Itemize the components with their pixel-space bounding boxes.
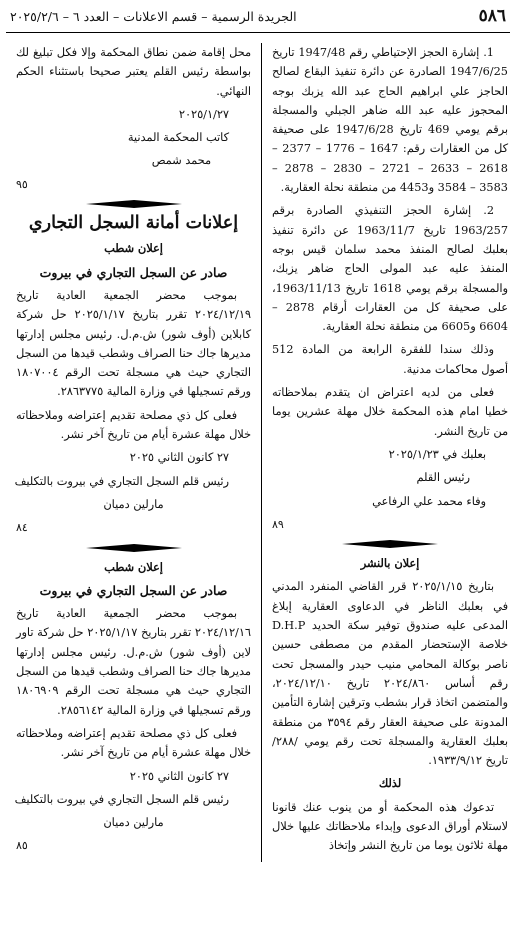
notice-paragraph: بتاريخ ٢٠٢٥/١/١٥ قرر القاضي المنفرد المدني في بعلبك الناظر في الدعاوى العقارية إبلاغ المدعى عليه صندوق توفير سكة الحديد D.H.P خلاصة الإستحضار المقدم من مصطفى حسين ناصر بوكالة المحامي منيب حيدر والمسجل تحت رقم أساس ٢٠٢٤/٨٦٠ تاريخ ٢٠٢٤/١٢/١٠، والمتضمن اتخاذ قرار بشطب وترقين إشارة التأمين المدونة على صحيفة العقار رقم ٣٥٩٤ من منطقة بعلبك العقارية والمسجلة تحت رقم يومي /٢٨٨/ تاريخ ١٩٣٣/٩/١٢. xyxy=(272,580,508,768)
notice-number: ٨٥ xyxy=(16,839,28,853)
separator-ornament xyxy=(272,540,508,548)
separator-ornament xyxy=(16,200,251,208)
signatory-title: رئيس قلم السجل التجاري في بيروت بالتكليف xyxy=(14,792,229,806)
notice-title: إعلان شطب xyxy=(104,241,163,256)
separator-ornament xyxy=(16,544,251,552)
notice-number: ٨٤ xyxy=(16,521,28,535)
notice-title: إعلان بالنشر xyxy=(360,556,420,571)
signatory-title: رئيس قلم السجل التجاري في بيروت بالتكليف xyxy=(14,474,229,488)
notice-paragraph: 1. إشارة الحجز الإحتياطي رقم 1947/48 تاريخ 1947/6/25 الصادرة عن دائرة تنفيذ البقاع لصالح الحاجز علي ابراهيم الحاج عبد الله يزبك بوجه المحجوز عليه عبد الله ضاهر الجبلي والمسجلة برقم يومي 469 تاريخ 1947/6/28 على صحيفة كل من العقارات رقم: 1647 – 1776 – 2377 – 2618 – 2633 – 2721 – 2830 – 2878 – 3583 – 3584 و4453 من منطقة نحلة العقارية. xyxy=(272,46,508,195)
notice-number: ٨٩ xyxy=(272,517,284,531)
notice-date: بعلبك في ٢٠٢٥/١/٢٣ xyxy=(388,447,486,461)
signatory-name: وفاء محمد علي الرفاعي xyxy=(372,494,486,508)
right-column xyxy=(262,43,510,862)
notice-paragraph: بموجب محضر الجمعية العادية تاريخ ٢٠٢٤/١٢/١٩ تقرر بتاريخ ٢٠٢٥/١/١٧ حل شركة كابلاين (أوف شور) ش.م.ل. رئيس مجلس إدارتها مديرها جاك حنا الصراف وشطب قيدها من السجل التجاري حيث هي مسجلة تحت الرقم ١٨٠٧٠٠٤ ورقم تسجيلها في وزارة المالية ٢٨٦٣٧٧٥. xyxy=(16,288,251,399)
signatory-name: محمد شمص xyxy=(151,154,211,168)
notice-heading-therefore: لذلك xyxy=(378,776,402,791)
header-title: الجريدة الرسمية – قسم الاعلانات – العدد ٦ – ٢٠٢٥/٢/٦ xyxy=(10,9,297,24)
signatory-title: رئيس القلم xyxy=(416,471,470,485)
signatory-title: كاتب المحكمة المدنية xyxy=(127,131,229,145)
notice-date: ٢٧ كانون الثاني ٢٠٢٥ xyxy=(129,769,229,783)
left-column xyxy=(14,43,262,862)
notice-paragraph: 2. إشارة الحجز التنفيذي الصادرة برقم 1963/257 تاريخ 1963/11/7 عن دائرة تنفيذ بعلبك لصالح المنفذ محمد سلمان قيس بوجه المنفذ عليه عبد المولى الحاج ضاهر يزبك، والمسجلة برقم يومي 1618 تاريخ 1963/11/13، على صحيفة كل من العقارات أرقام 2878 – 6604 و6605 من منطقة نحلة العقارية. xyxy=(272,204,509,334)
page-header xyxy=(6,6,510,33)
notice-paragraph: فعلى كل ذي مصلحة تقديم إعتراضه وملاحظاته خلال مهلة عشرة أيام من تاريخ آخر نشر. xyxy=(16,726,251,760)
notice-paragraph: محل إقامة ضمن نطاق المحكمة وإلا فكل تبليغ لك بواسطة رئيس القلم يعتبر صحيحا باستثناء الحكم النهائي. xyxy=(16,46,251,98)
notice-title: إعلان شطب xyxy=(104,559,163,574)
notice-paragraph: فعلى كل ذي مصلحة تقديم إعتراضه وملاحظاته خلال مهلة عشرة أيام من تاريخ آخر نشر. xyxy=(16,408,251,442)
notice-paragraph: بموجب محضر الجمعية العادية تاريخ ٢٠٢٤/١٢/١٦ تقرر بتاريخ ٢٠٢٥/١/١٧ حل شركة تاور لاين (أوف شور) ش.م.ل. رئيس مجلس إدارتها مديرها جاك حنا الصراف وشطب قيدها من السجل التجاري حيث هي مسجلة تحت الرقم ١٨٠٦٩٠٩ ورقم تسجيلها في وزارة المالية ٢٨٥٦١٤٢. xyxy=(16,607,251,717)
notice-number: ٩٥ xyxy=(16,177,28,191)
notice-date: ٢٠٢٥/١/٢٧ xyxy=(178,107,229,121)
notice-subtitle: صادر عن السجل التجاري في بيروت xyxy=(39,264,228,280)
notice-subtitle: صادر عن السجل التجاري في بيروت xyxy=(39,582,228,598)
columns xyxy=(6,43,510,862)
section-title: إعلانات أمانة السجل التجاري xyxy=(28,213,239,234)
notice-paragraph: تدعوك هذه المحكمة أو من ينوب عنك قانونا لاستلام أوراق الدعوى وإبداء ملاحظاتك عليها خلال مهلة ثلاثون يوما من تاريخ النشر وإتخاذ xyxy=(272,800,508,853)
notice-paragraph: فعلى من لديه اعتراض ان يتقدم بملاحظاته خطيا امام هذه المحكمة خلال مهلة عشرين يوما من تاريخ النشر. xyxy=(272,386,508,438)
signatory-name: مارلين دميان xyxy=(103,497,164,511)
notice-paragraph: وذلك سندا للفقرة الرابعة من المادة 512 أصول محاكمات مدنية. xyxy=(272,343,508,376)
page-number: ٥٨٦ xyxy=(478,6,506,26)
notice-date: ٢٧ كانون الثاني ٢٠٢٥ xyxy=(129,451,229,465)
signatory-name: مارلين دميان xyxy=(103,816,164,830)
